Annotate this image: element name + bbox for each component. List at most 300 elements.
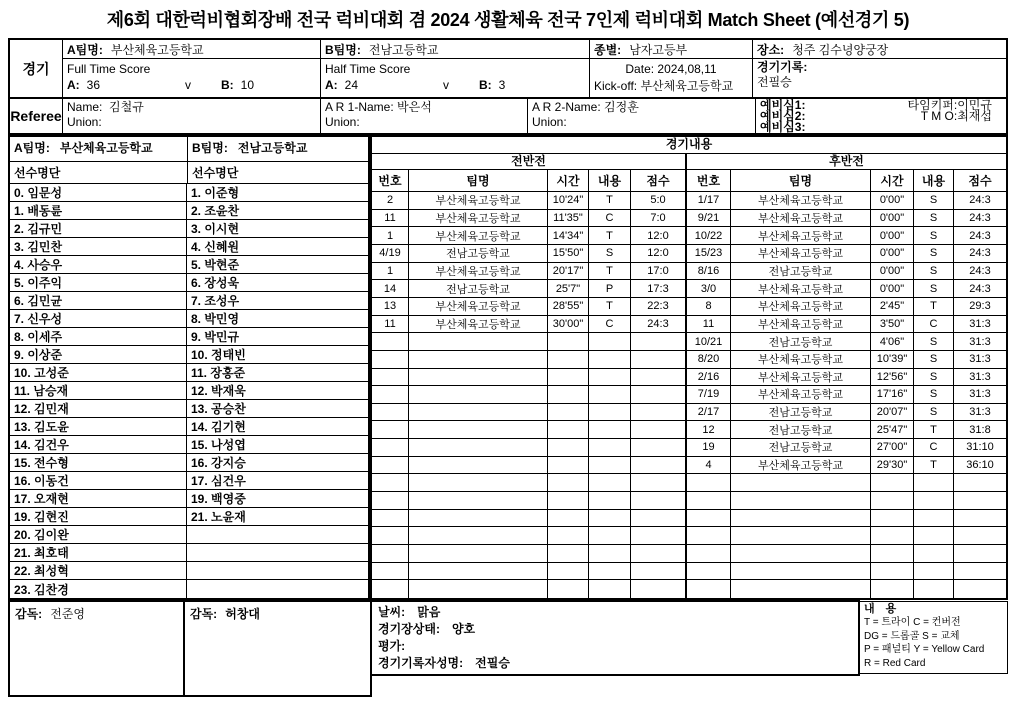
versus-label: v [443, 78, 449, 92]
event-number [687, 474, 731, 491]
roster-team-b-cell [187, 137, 368, 161]
event-team [409, 527, 548, 544]
score-a-label: A: [325, 78, 338, 92]
event-time: 25'47" [871, 421, 914, 438]
event-number: 14 [372, 280, 409, 297]
event-score: 5:0 [650, 194, 666, 207]
event-number: 15/23 [687, 245, 731, 262]
legend-line: DG = 드롭골 S = 교체 [864, 630, 960, 642]
event-score [631, 545, 685, 562]
event-number: 11 [372, 210, 409, 227]
column-header: 점수 [968, 174, 992, 188]
event-time [548, 563, 589, 580]
event-score [631, 386, 685, 403]
event-type: P [589, 280, 631, 297]
column-header: 내용 [914, 170, 954, 191]
event-score: 31:8 [969, 423, 991, 436]
match-row [687, 474, 1006, 492]
event-time [548, 580, 589, 598]
event-number [372, 510, 409, 527]
player-b: 13. 공승찬 [191, 402, 246, 416]
event-number [687, 580, 731, 598]
weather-label: 날씨: [378, 605, 406, 619]
event-time [871, 492, 914, 509]
player-b: 8. 박민영 [191, 312, 240, 326]
event-score: 24:3 [969, 264, 991, 277]
recorder-label: 경기기록자성명: [378, 656, 464, 670]
date-kickoff-cell [589, 59, 752, 97]
roster-row [10, 418, 368, 436]
event-score [631, 492, 685, 509]
event-team [409, 492, 548, 509]
event-team: 전남고등학교 [731, 333, 871, 350]
event-time [548, 351, 589, 368]
event-number [372, 439, 409, 456]
roster-row [10, 220, 368, 238]
event-number: 9/21 [687, 210, 731, 227]
event-team: 부산체육고등학교 [731, 280, 871, 297]
category-label: 종별: [594, 42, 622, 57]
player-b: 17. 심건우 [191, 474, 246, 488]
roster-row [10, 544, 368, 562]
event-type: T [914, 298, 954, 315]
event-number [372, 421, 409, 438]
player-a: 6. 김민균 [10, 292, 187, 309]
evaluation-line [378, 638, 852, 655]
match-detail-title: 경기내용 [372, 137, 1006, 154]
player-a: 11. 남승재 [10, 382, 187, 399]
event-type [589, 457, 631, 474]
match-row [372, 316, 685, 334]
field-line [378, 621, 852, 638]
event-time: 30'00" [548, 316, 589, 333]
half-time-caption: Half Time Score [325, 62, 411, 76]
match-row [372, 421, 685, 439]
column-header: 팀명 [731, 170, 871, 191]
match-info-table [8, 38, 1008, 99]
event-team: 부산체육고등학교 [409, 192, 548, 209]
player-a: 0. 임문성 [10, 184, 187, 201]
event-score [631, 439, 685, 456]
roster-row [10, 400, 368, 418]
roster-row [10, 238, 368, 256]
player-b: 7. 조성우 [191, 294, 240, 308]
match-row [687, 421, 1006, 439]
event-number: 4/19 [372, 245, 409, 262]
player-b: 12. 박재욱 [191, 384, 246, 398]
match-row [687, 245, 1006, 263]
event-type: S [914, 351, 954, 368]
event-team [409, 474, 548, 491]
player-a: 17. 오재현 [10, 490, 187, 507]
referee-label: Referee [10, 108, 62, 124]
roster-team-a-label: A팀명: [14, 141, 50, 155]
ar2-name-label: A R 2-Name: [532, 100, 601, 114]
roster-row [10, 364, 368, 382]
event-number [372, 351, 409, 368]
player-a: 12. 김민재 [10, 400, 187, 417]
event-time [548, 333, 589, 350]
event-score [954, 527, 1006, 544]
event-score: 31:3 [969, 370, 991, 383]
date-line [594, 60, 748, 76]
event-team: 부산체육고등학교 [409, 263, 548, 280]
event-team: 부산체육고등학교 [731, 351, 871, 368]
match-row [687, 545, 1006, 563]
event-team: 전남고등학교 [409, 245, 548, 262]
event-team [731, 580, 871, 598]
event-score [631, 351, 685, 368]
event-time [548, 439, 589, 456]
event-score: 36:10 [966, 459, 994, 472]
event-number [372, 492, 409, 509]
event-score [954, 474, 1006, 491]
event-time [548, 369, 589, 386]
roster-row [10, 256, 368, 274]
player-b: 2. 조윤찬 [191, 204, 240, 218]
event-team: 부산체육고등학교 [731, 457, 871, 474]
reserve-officials-cell [755, 99, 1006, 133]
column-header: 시간 [871, 170, 914, 191]
event-time: 29'30" [871, 457, 914, 474]
event-type: S [914, 192, 954, 209]
event-type [589, 369, 631, 386]
match-row [372, 245, 685, 263]
player-a: 4. 사승우 [10, 256, 187, 273]
event-number: 10/22 [687, 227, 731, 244]
squad-label-b: 선수명단 [187, 162, 368, 183]
event-number [372, 369, 409, 386]
event-type: S [914, 210, 954, 227]
event-type [914, 527, 954, 544]
player-a: 19. 김현진 [10, 508, 187, 525]
second-half-section [687, 154, 1006, 598]
player-a: 16. 이동건 [10, 472, 187, 489]
event-type: C [589, 210, 631, 227]
player-b: 3. 이시현 [191, 222, 240, 236]
roster-table [8, 135, 370, 600]
player-a: 23. 김찬경 [10, 580, 187, 598]
event-time [548, 474, 589, 491]
event-time [871, 580, 914, 598]
match-row [687, 333, 1006, 351]
event-time [871, 527, 914, 544]
team-b-label: B팀명: [325, 42, 361, 57]
event-type [589, 404, 631, 421]
event-score: 12:0 [647, 229, 669, 242]
kickoff-line [594, 76, 748, 94]
event-score: 31:3 [969, 335, 991, 348]
event-team [409, 439, 548, 456]
roster-row [10, 184, 368, 202]
match-row [687, 298, 1006, 316]
event-type: S [914, 386, 954, 403]
event-type [589, 545, 631, 562]
tmo: T M O:최재섭 [920, 109, 992, 123]
event-score: 31:3 [969, 388, 991, 401]
first-half-section [372, 154, 687, 598]
event-type [914, 492, 954, 509]
match-row [372, 580, 685, 598]
category-cell [589, 40, 752, 59]
player-a: 15. 전수형 [10, 454, 187, 471]
event-number: 12 [687, 421, 731, 438]
evaluation-label: 평가: [378, 639, 406, 653]
roster-body [10, 184, 368, 598]
roster-row [10, 490, 368, 508]
event-team: 부산체육고등학교 [731, 192, 871, 209]
score-a-value: 36 [86, 78, 101, 92]
roster-row [10, 382, 368, 400]
player-b: 15. 나성엽 [191, 438, 246, 452]
roster-row [10, 292, 368, 310]
first-half-columns [372, 170, 685, 192]
event-number: 2 [372, 192, 409, 209]
match-row [372, 386, 685, 404]
event-score [631, 457, 685, 474]
field-value: 양호 [451, 622, 476, 636]
event-team [409, 563, 548, 580]
squad-label-a: 선수명단 [14, 166, 61, 180]
event-number [687, 527, 731, 544]
match-detail-table [370, 135, 1008, 600]
event-time [871, 545, 914, 562]
match-row [687, 457, 1006, 475]
event-score: 24:3 [969, 194, 991, 207]
player-a: 20. 김이완 [10, 526, 187, 543]
record-label: 경기기록: [757, 60, 808, 74]
player-b [187, 562, 368, 579]
roster-row [10, 346, 368, 364]
event-number [687, 545, 731, 562]
full-time-score [67, 76, 316, 92]
event-score: 12:0 [647, 247, 669, 260]
second-half-columns [687, 170, 1006, 192]
event-score [954, 492, 1006, 509]
legend-title: 내 용 [864, 603, 901, 615]
match-row [687, 386, 1006, 404]
event-time [871, 563, 914, 580]
player-b: 10. 정태빈 [191, 348, 246, 362]
match-row [687, 263, 1006, 281]
legend-box [858, 601, 1008, 674]
recorder-line [378, 655, 852, 672]
event-score: 24:3 [969, 211, 991, 224]
player-a: 21. 최호태 [10, 544, 187, 561]
match-row [372, 492, 685, 510]
event-score: 31:3 [969, 317, 991, 330]
event-number [372, 545, 409, 562]
event-team [731, 492, 871, 509]
match-row [687, 439, 1006, 457]
event-score: 24:3 [969, 229, 991, 242]
event-time: 10'39" [871, 351, 914, 368]
event-score: 31:3 [969, 406, 991, 419]
event-number: 8/16 [687, 263, 731, 280]
player-b: 4. 신혜원 [191, 240, 240, 254]
player-a: 5. 이주익 [10, 274, 187, 291]
event-team: 부산체육고등학교 [731, 298, 871, 315]
event-team: 부산체육고등학교 [409, 298, 548, 315]
event-time: 20'17" [548, 263, 589, 280]
event-score: 31:10 [966, 441, 994, 454]
event-number: 11 [687, 316, 731, 333]
event-type [589, 439, 631, 456]
event-team [731, 563, 871, 580]
legend-line: T = 트라이 C = 컨버전 [864, 617, 961, 628]
second-half-body [687, 192, 1006, 598]
column-header: 점수 [646, 174, 670, 188]
event-type [589, 563, 631, 580]
team-a-cell [62, 40, 320, 59]
ar1-cell [320, 99, 527, 133]
event-number: 7/19 [687, 386, 731, 403]
match-row [372, 474, 685, 492]
match-row [372, 404, 685, 422]
event-time [548, 545, 589, 562]
event-time [871, 474, 914, 491]
event-type [914, 474, 954, 491]
full-time-score-cell [62, 59, 320, 97]
roster-row [10, 328, 368, 346]
event-type [589, 492, 631, 509]
event-score: 24:3 [647, 317, 669, 330]
match-row [372, 298, 685, 316]
recorder-value: 전필승 [475, 656, 510, 670]
event-type [914, 580, 954, 598]
team-b-cell [320, 40, 589, 59]
column-header: 팀명 [409, 170, 548, 191]
event-time: 2'45" [871, 298, 914, 315]
event-time: 28'55" [548, 298, 589, 315]
player-b: 6. 장성욱 [191, 276, 240, 290]
second-half-label: 후반전 [687, 154, 1006, 170]
event-score [954, 510, 1006, 527]
event-number: 2/17 [687, 404, 731, 421]
event-number [687, 492, 731, 509]
event-team [409, 457, 548, 474]
event-team: 부산체육고등학교 [731, 316, 871, 333]
weather-line [378, 604, 852, 621]
event-type: C [914, 439, 954, 456]
player-a: 13. 김도윤 [10, 418, 187, 435]
event-score: 17:3 [647, 282, 669, 295]
match-row [687, 527, 1006, 545]
legend-lines [864, 616, 1002, 670]
coach-b-label: 감독: [190, 607, 218, 621]
conditions-cell [370, 600, 860, 676]
player-b: 11. 장홍준 [191, 366, 246, 380]
event-number: 2/16 [687, 369, 731, 386]
event-number: 13 [372, 298, 409, 315]
event-type: T [914, 421, 954, 438]
event-team: 전남고등학교 [409, 280, 548, 297]
event-team [409, 333, 548, 350]
match-halves [372, 154, 1006, 598]
score-a-value: 24 [344, 78, 359, 92]
event-score [631, 510, 685, 527]
event-score [631, 563, 685, 580]
event-type: S [914, 333, 954, 350]
coach-b-cell [183, 600, 372, 697]
event-score [631, 369, 685, 386]
roster-row [10, 472, 368, 490]
event-score: 31:3 [969, 353, 991, 366]
event-team: 부산체육고등학교 [409, 210, 548, 227]
column-header: 번호 [372, 170, 409, 191]
event-team [731, 527, 871, 544]
player-a: 2. 김규민 [10, 220, 187, 237]
venue-label: 장소: [757, 42, 785, 57]
event-type [914, 563, 954, 580]
event-team: 전남고등학교 [731, 263, 871, 280]
event-score: 7:0 [650, 211, 666, 224]
event-number [372, 580, 409, 598]
field-label: 경기장상태: [378, 622, 440, 636]
legend-line: R = Red Card [864, 657, 926, 669]
event-number [372, 386, 409, 403]
event-number [372, 333, 409, 350]
ar2-cell [527, 99, 755, 133]
match-label: 경기 [22, 60, 50, 77]
match-row [687, 404, 1006, 422]
event-team [409, 369, 548, 386]
half-time-score [325, 76, 585, 92]
event-type [589, 351, 631, 368]
roster-row [10, 454, 368, 472]
event-time [548, 404, 589, 421]
event-type: S [914, 263, 954, 280]
ar2-name: 김정훈 [604, 100, 639, 114]
match-row [372, 192, 685, 210]
roster-team-b-name: 전남고등학교 [237, 141, 308, 155]
player-b: 1. 이준형 [191, 186, 240, 200]
legend-line: P = 패널티 Y = Yellow Card [864, 644, 985, 655]
event-number: 1 [372, 227, 409, 244]
match-row [687, 192, 1006, 210]
event-team: 부산체육고등학교 [409, 227, 548, 244]
score-b-value: 3 [498, 78, 506, 92]
event-team: 부산체육고등학교 [731, 210, 871, 227]
event-type [589, 580, 631, 598]
event-type [914, 510, 954, 527]
roster-team-b-label: B팀명: [192, 141, 228, 155]
player-a: 1. 배동륜 [10, 202, 187, 219]
page-title: 제6회 대한럭비협회장배 전국 럭비대회 겸 2024 생활체육 전국 7인제 럭비대회 Match Sheet (예선경기 5) [106, 10, 910, 30]
timekeeper: 타임키퍼:이민규 [907, 99, 992, 112]
event-type [589, 474, 631, 491]
full-time-caption: Full Time Score [67, 62, 151, 76]
roster-row [10, 562, 368, 580]
column-header: 내용 [589, 170, 631, 191]
event-number: 4 [687, 457, 731, 474]
event-type [589, 421, 631, 438]
event-time [548, 421, 589, 438]
match-row [372, 369, 685, 387]
coach-a-label: 감독: [15, 607, 43, 621]
match-row [687, 563, 1006, 581]
event-time: 0'00" [871, 227, 914, 244]
referee-union-label: Union: [67, 115, 102, 129]
category-value: 남자고등부 [629, 42, 688, 57]
event-score [631, 474, 685, 491]
event-time: 0'00" [871, 245, 914, 262]
reserve3-label: 예비심3: [760, 120, 806, 133]
match-row [372, 439, 685, 457]
ar1-name: 박은석 [397, 100, 432, 114]
event-number [687, 510, 731, 527]
team-a-name: 부산체육고등학교 [110, 42, 204, 57]
